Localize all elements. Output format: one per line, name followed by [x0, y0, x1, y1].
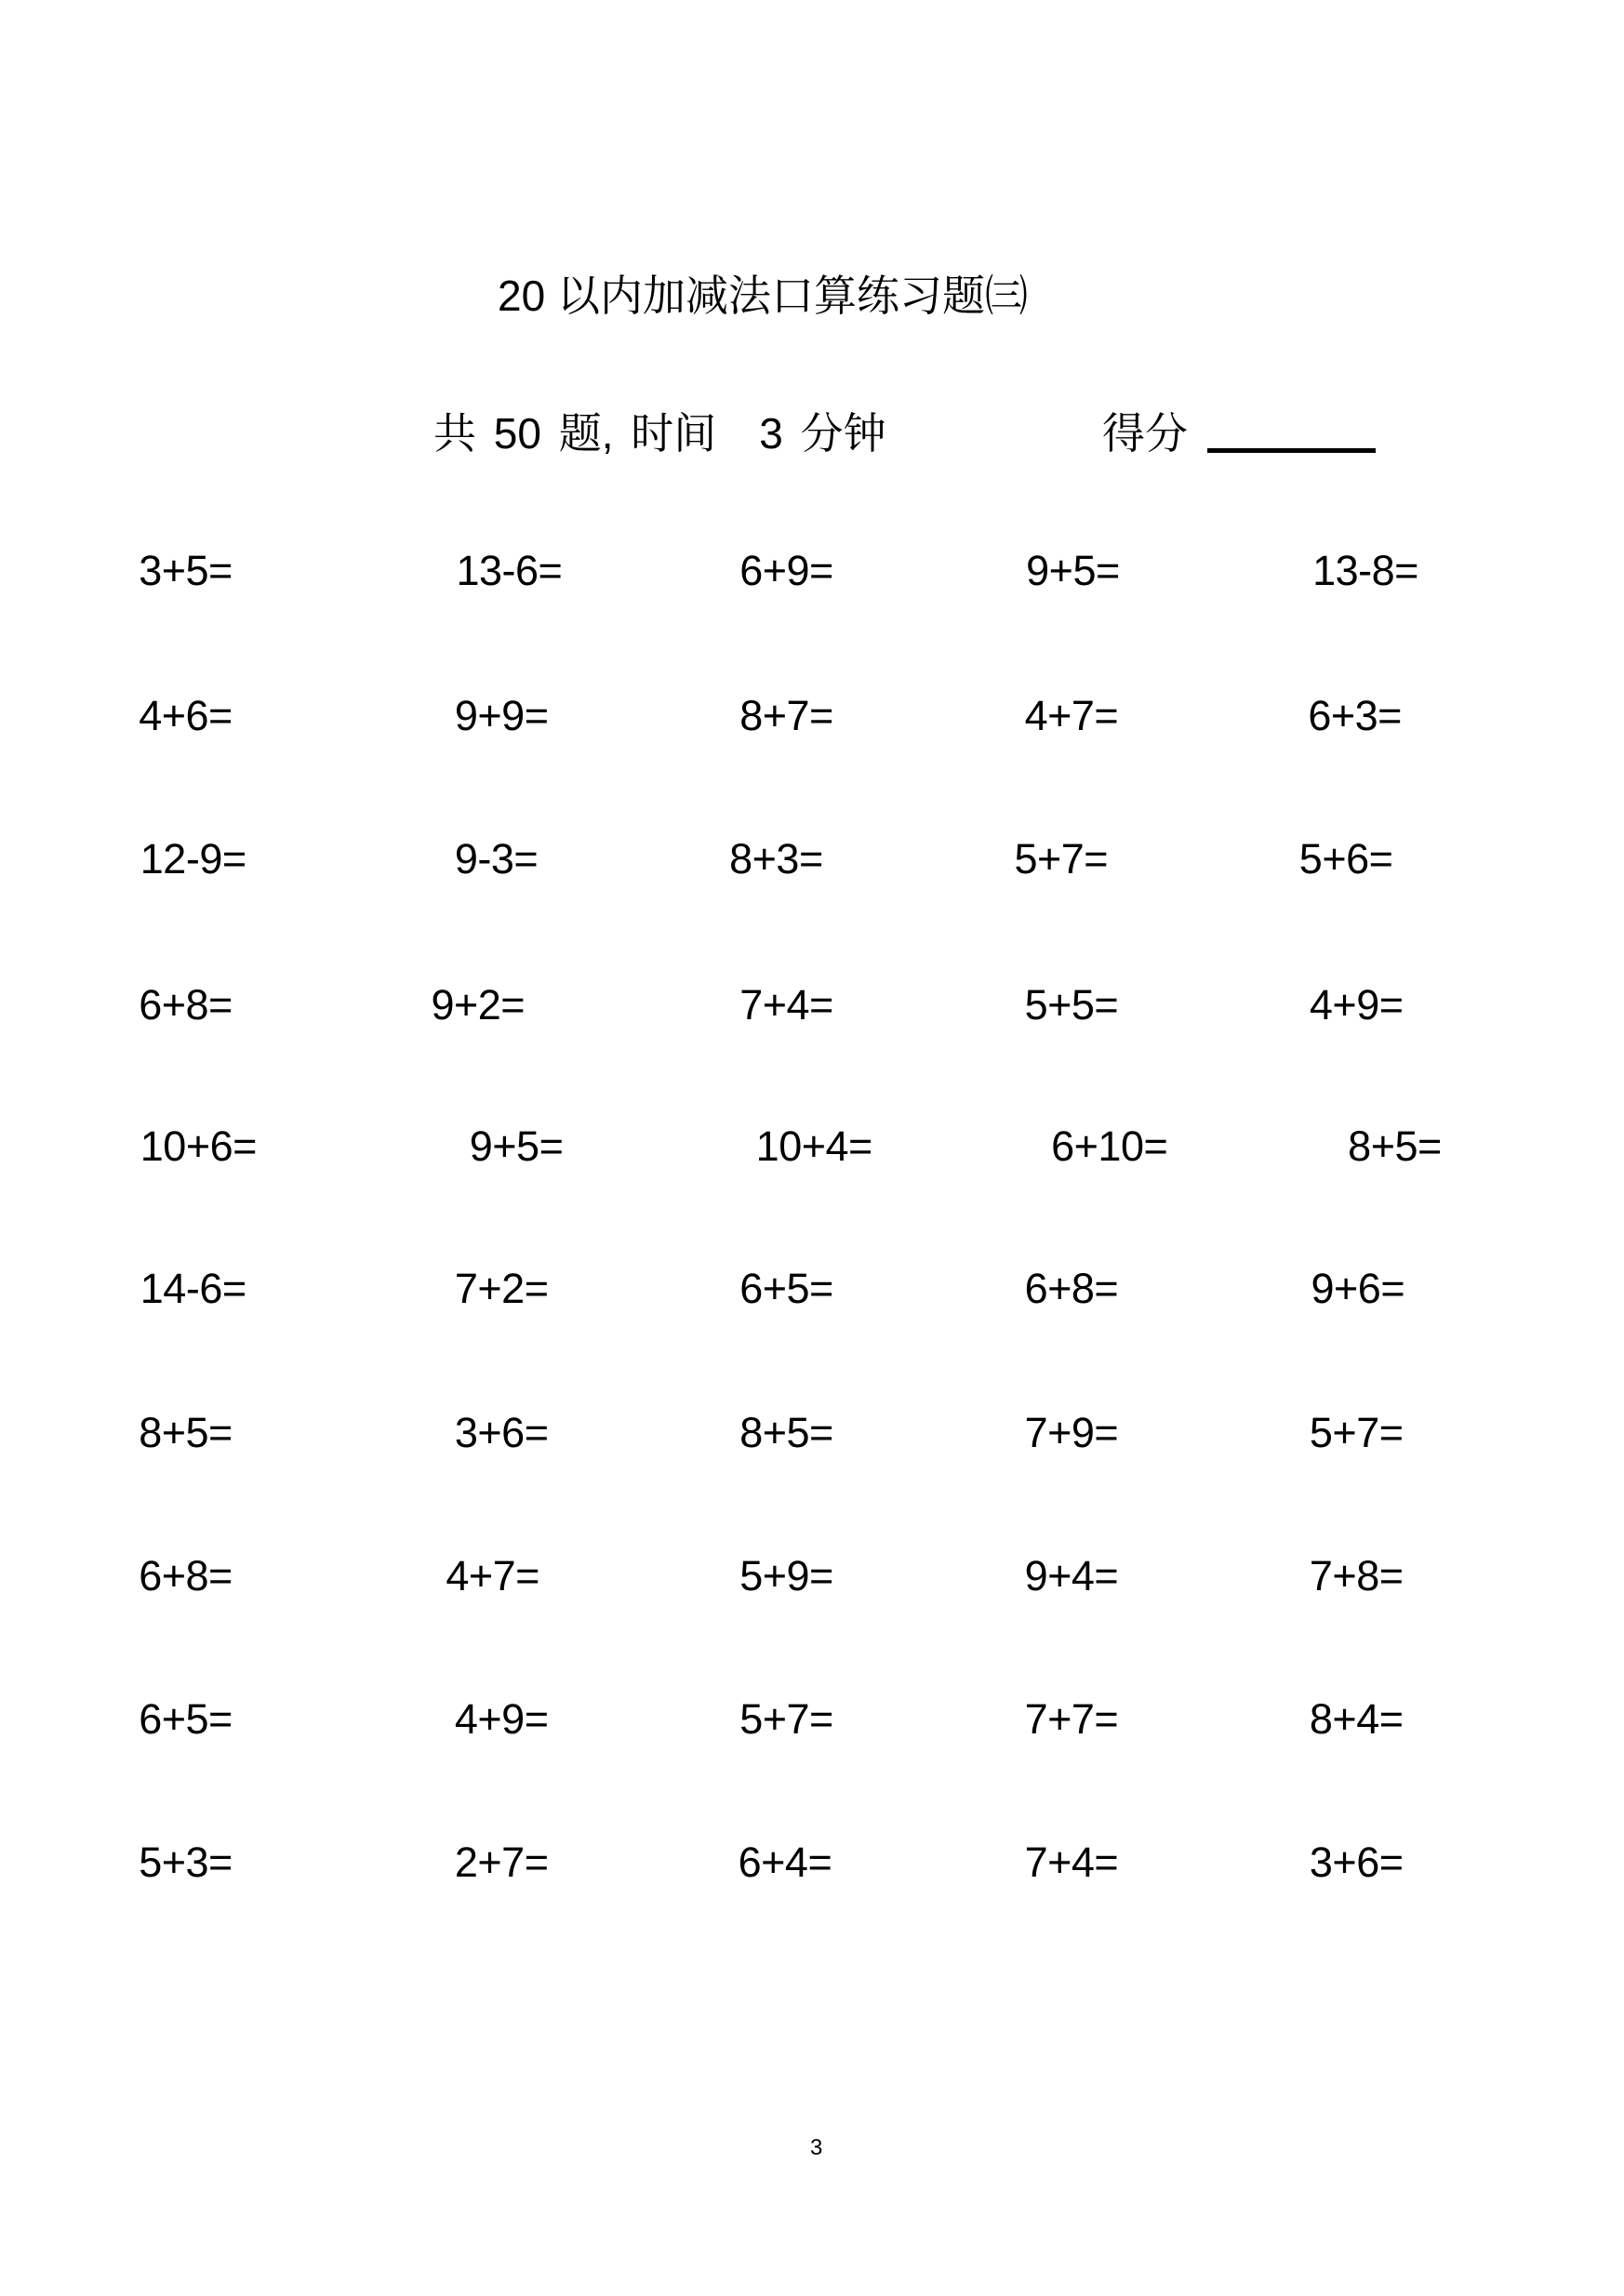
- problem-item: 6+10=: [1051, 1122, 1168, 1171]
- problem-item: 8+5=: [139, 1409, 233, 1457]
- problem-item: 7+8=: [1309, 1552, 1404, 1600]
- problem-item: 6+8=: [139, 1552, 233, 1600]
- problem-item: 8+7=: [739, 691, 833, 739]
- problem-item: 9+6=: [1311, 1264, 1405, 1312]
- problem-item: 8+5=: [1348, 1122, 1442, 1171]
- problem-item: 10+6=: [140, 1122, 257, 1171]
- problem-item: 8+5=: [739, 1409, 833, 1457]
- problem-item: 7+2=: [454, 1264, 549, 1312]
- problem-item: 13-6=: [456, 547, 563, 595]
- problem-item: 6+3=: [1308, 691, 1402, 739]
- problem-item: 4+6=: [139, 691, 233, 739]
- problem-item: 9+9=: [454, 691, 549, 739]
- score-blank-line: [1207, 448, 1376, 453]
- problem-item: 4+7=: [1024, 691, 1119, 739]
- problem-item: 8+4=: [1309, 1695, 1404, 1744]
- problem-item: 9+5=: [469, 1122, 564, 1171]
- problem-item: 3+6=: [1309, 1838, 1404, 1887]
- problem-item: 5+6=: [1298, 834, 1393, 883]
- problem-item: 6+5=: [739, 1264, 833, 1312]
- problem-item: 6+4=: [738, 1838, 832, 1887]
- problem-item: 10+4=: [755, 1122, 872, 1171]
- problem-item: 13-8=: [1312, 547, 1418, 595]
- problem-item: 7+4=: [1024, 1838, 1119, 1887]
- problem-item: 5+5=: [1024, 980, 1119, 1029]
- problem-item: 4+7=: [446, 1552, 539, 1600]
- problem-item: 6+8=: [1024, 1264, 1119, 1312]
- problem-item: 5+3=: [139, 1838, 233, 1887]
- problem-item: 5+7=: [739, 1695, 833, 1744]
- problem-item: 5+7=: [1014, 834, 1109, 883]
- problem-item: 9+4=: [1024, 1552, 1119, 1600]
- page-number: 3: [810, 2135, 823, 2160]
- problem-item: 9+2=: [431, 980, 526, 1029]
- worksheet-title: 20 以内加减法口算练习题㈢: [498, 272, 1028, 320]
- problem-item: 12-9=: [140, 834, 246, 883]
- problem-item: 2+7=: [454, 1838, 549, 1887]
- problem-item: 7+9=: [1024, 1409, 1119, 1457]
- problem-item: 8+3=: [729, 834, 823, 883]
- problem-item: 4+9=: [1309, 980, 1404, 1029]
- score-label: 得分: [1102, 409, 1188, 458]
- problem-item: 6+5=: [139, 1695, 233, 1744]
- problem-item: 9+5=: [1026, 547, 1120, 595]
- problem-item: 7+7=: [1024, 1695, 1119, 1744]
- problem-item: 9-3=: [454, 834, 539, 883]
- worksheet-info: 共 50 题, 时间 3 分钟: [433, 409, 886, 458]
- problem-item: 7+4=: [739, 980, 833, 1029]
- problem-item: 6+8=: [139, 980, 233, 1029]
- problem-item: 3+5=: [139, 547, 233, 595]
- problem-item: 5+7=: [1309, 1409, 1404, 1457]
- problem-item: 4+9=: [454, 1695, 549, 1744]
- problem-item: 14-6=: [140, 1264, 246, 1312]
- problem-item: 3+6=: [454, 1409, 549, 1457]
- problem-item: 6+9=: [739, 547, 833, 595]
- problem-item: 5+9=: [739, 1552, 833, 1600]
